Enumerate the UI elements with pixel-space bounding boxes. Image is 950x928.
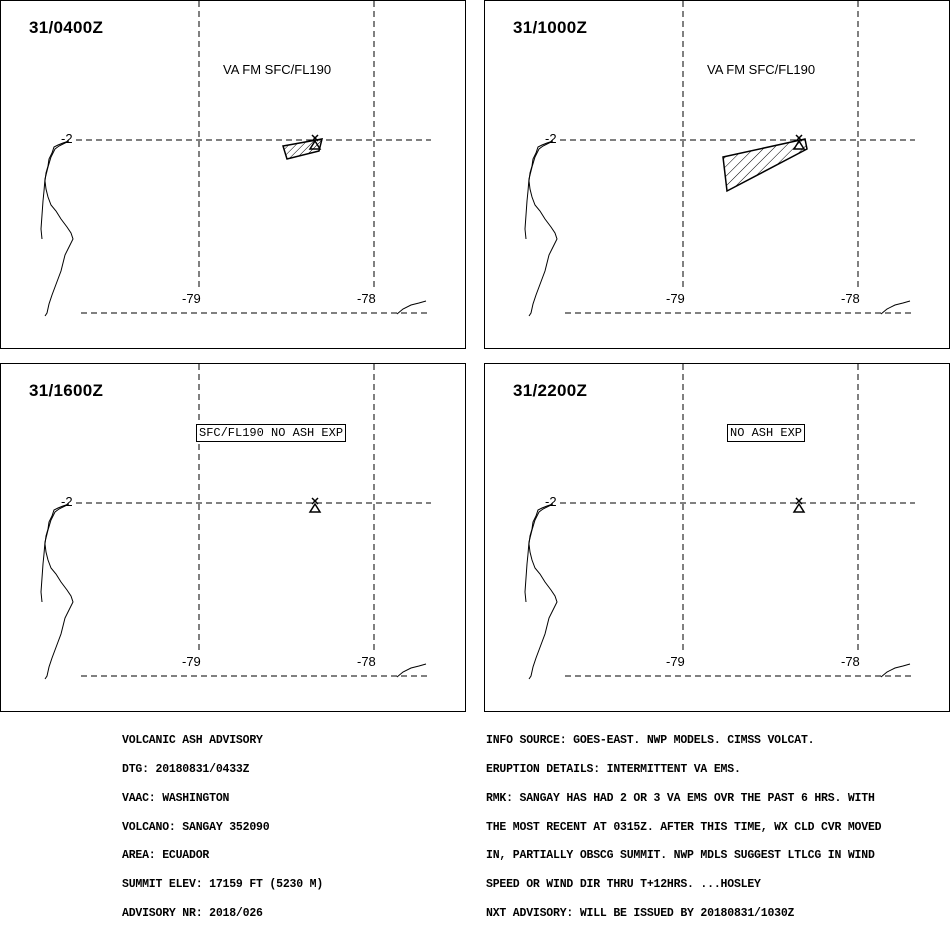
advisory-line: THE MOST RECENT AT 0315Z. AFTER THIS TIME, WX CLD CVR MOVED [486,820,882,834]
coastline-inner [525,505,551,602]
advisory-line: DTG: 20180831/0433Z [122,762,250,776]
peru-coast [397,301,426,314]
advisory-line: NXT ADVISORY: WILL BE ISSUED BY 20180831/1030Z [486,906,795,920]
lon-label-79: -79 [666,291,685,306]
flight-level-label: VA FM SFC/FL190 [223,62,332,77]
panel-time-title: 31/2200Z [513,381,588,400]
lat-label: -2 [545,131,557,146]
coastline [529,141,557,316]
no-ash-box-label: SFC/FL190 NO ASH EXP [196,424,346,442]
panel-time-title: 31/1600Z [29,381,104,400]
lon-label-78: -78 [841,291,860,306]
graticule [76,1,431,313]
coastline [45,504,73,679]
panel-time-title: 31/1000Z [513,18,588,37]
graticule [560,364,915,676]
map-canvas [1,364,467,713]
forecast-panel-2200z [484,363,950,712]
lon-label-79: -79 [182,654,201,669]
forecast-panel-0400z [0,0,466,349]
lon-label-79: -79 [182,291,201,306]
ash-cloud-polygon [723,139,807,191]
flight-level-label: VA FM SFC/FL190 [707,62,816,77]
lon-label-78: -78 [357,291,376,306]
map-canvas [1,1,467,350]
lat-label: -2 [545,494,557,509]
no-ash-box-label: NO ASH EXP [727,424,805,442]
advisory-line: VAAC: WASHINGTON [122,791,230,805]
advisory-line: VOLCANO: SANGAY 352090 [122,820,270,834]
lat-label: -2 [61,131,73,146]
advisory-line: RMK: SANGAY HAS HAD 2 OR 3 VA EMS OVR THE PAST 6 HRS. WITH [486,791,875,805]
lon-label-78: -78 [841,654,860,669]
coastline [45,141,73,316]
advisory-line: SPEED OR WIND DIR THRU T+12HRS. ...HOSLEY [486,878,761,892]
lon-label-79: -79 [666,654,685,669]
lon-label-78: -78 [357,654,376,669]
volcano-symbol [310,498,320,512]
graticule [76,364,431,676]
advisory-line: AREA: ECUADOR [122,849,210,863]
map-canvas [485,364,950,713]
advisory-line: SUMMIT ELEV: 17159 FT (5230 M) [122,878,324,892]
forecast-panel-1600z [0,363,466,712]
coastline-inner [525,142,551,239]
advisory-line: ADVISORY NR: 2018/026 [122,906,263,920]
advisory-line: IN, PARTIALLY OBSCG SUMMIT. NWP MDLS SUGGEST LTLCG IN WIND [486,849,875,863]
map-canvas [485,1,950,350]
coastline-inner [41,142,67,239]
peru-coast [881,664,910,677]
advisory-line: VOLCANIC ASH ADVISORY [122,734,263,748]
peru-coast [881,301,910,314]
forecast-panel-1000z [484,0,950,349]
lat-label: -2 [61,494,73,509]
coastline [529,504,557,679]
volcano-symbol [794,498,804,512]
advisory-line: ERUPTION DETAILS: INTERMITTENT VA EMS. [486,762,741,776]
peru-coast [397,664,426,677]
coastline-inner [41,505,67,602]
advisory-line: INFO SOURCE: GOES-EAST. NWP MODELS. CIMSS VOLCAT. [486,734,815,748]
advisory-remarks-block [486,717,881,928]
panel-time-title: 31/0400Z [29,18,104,37]
advisory-header-block [122,717,323,928]
